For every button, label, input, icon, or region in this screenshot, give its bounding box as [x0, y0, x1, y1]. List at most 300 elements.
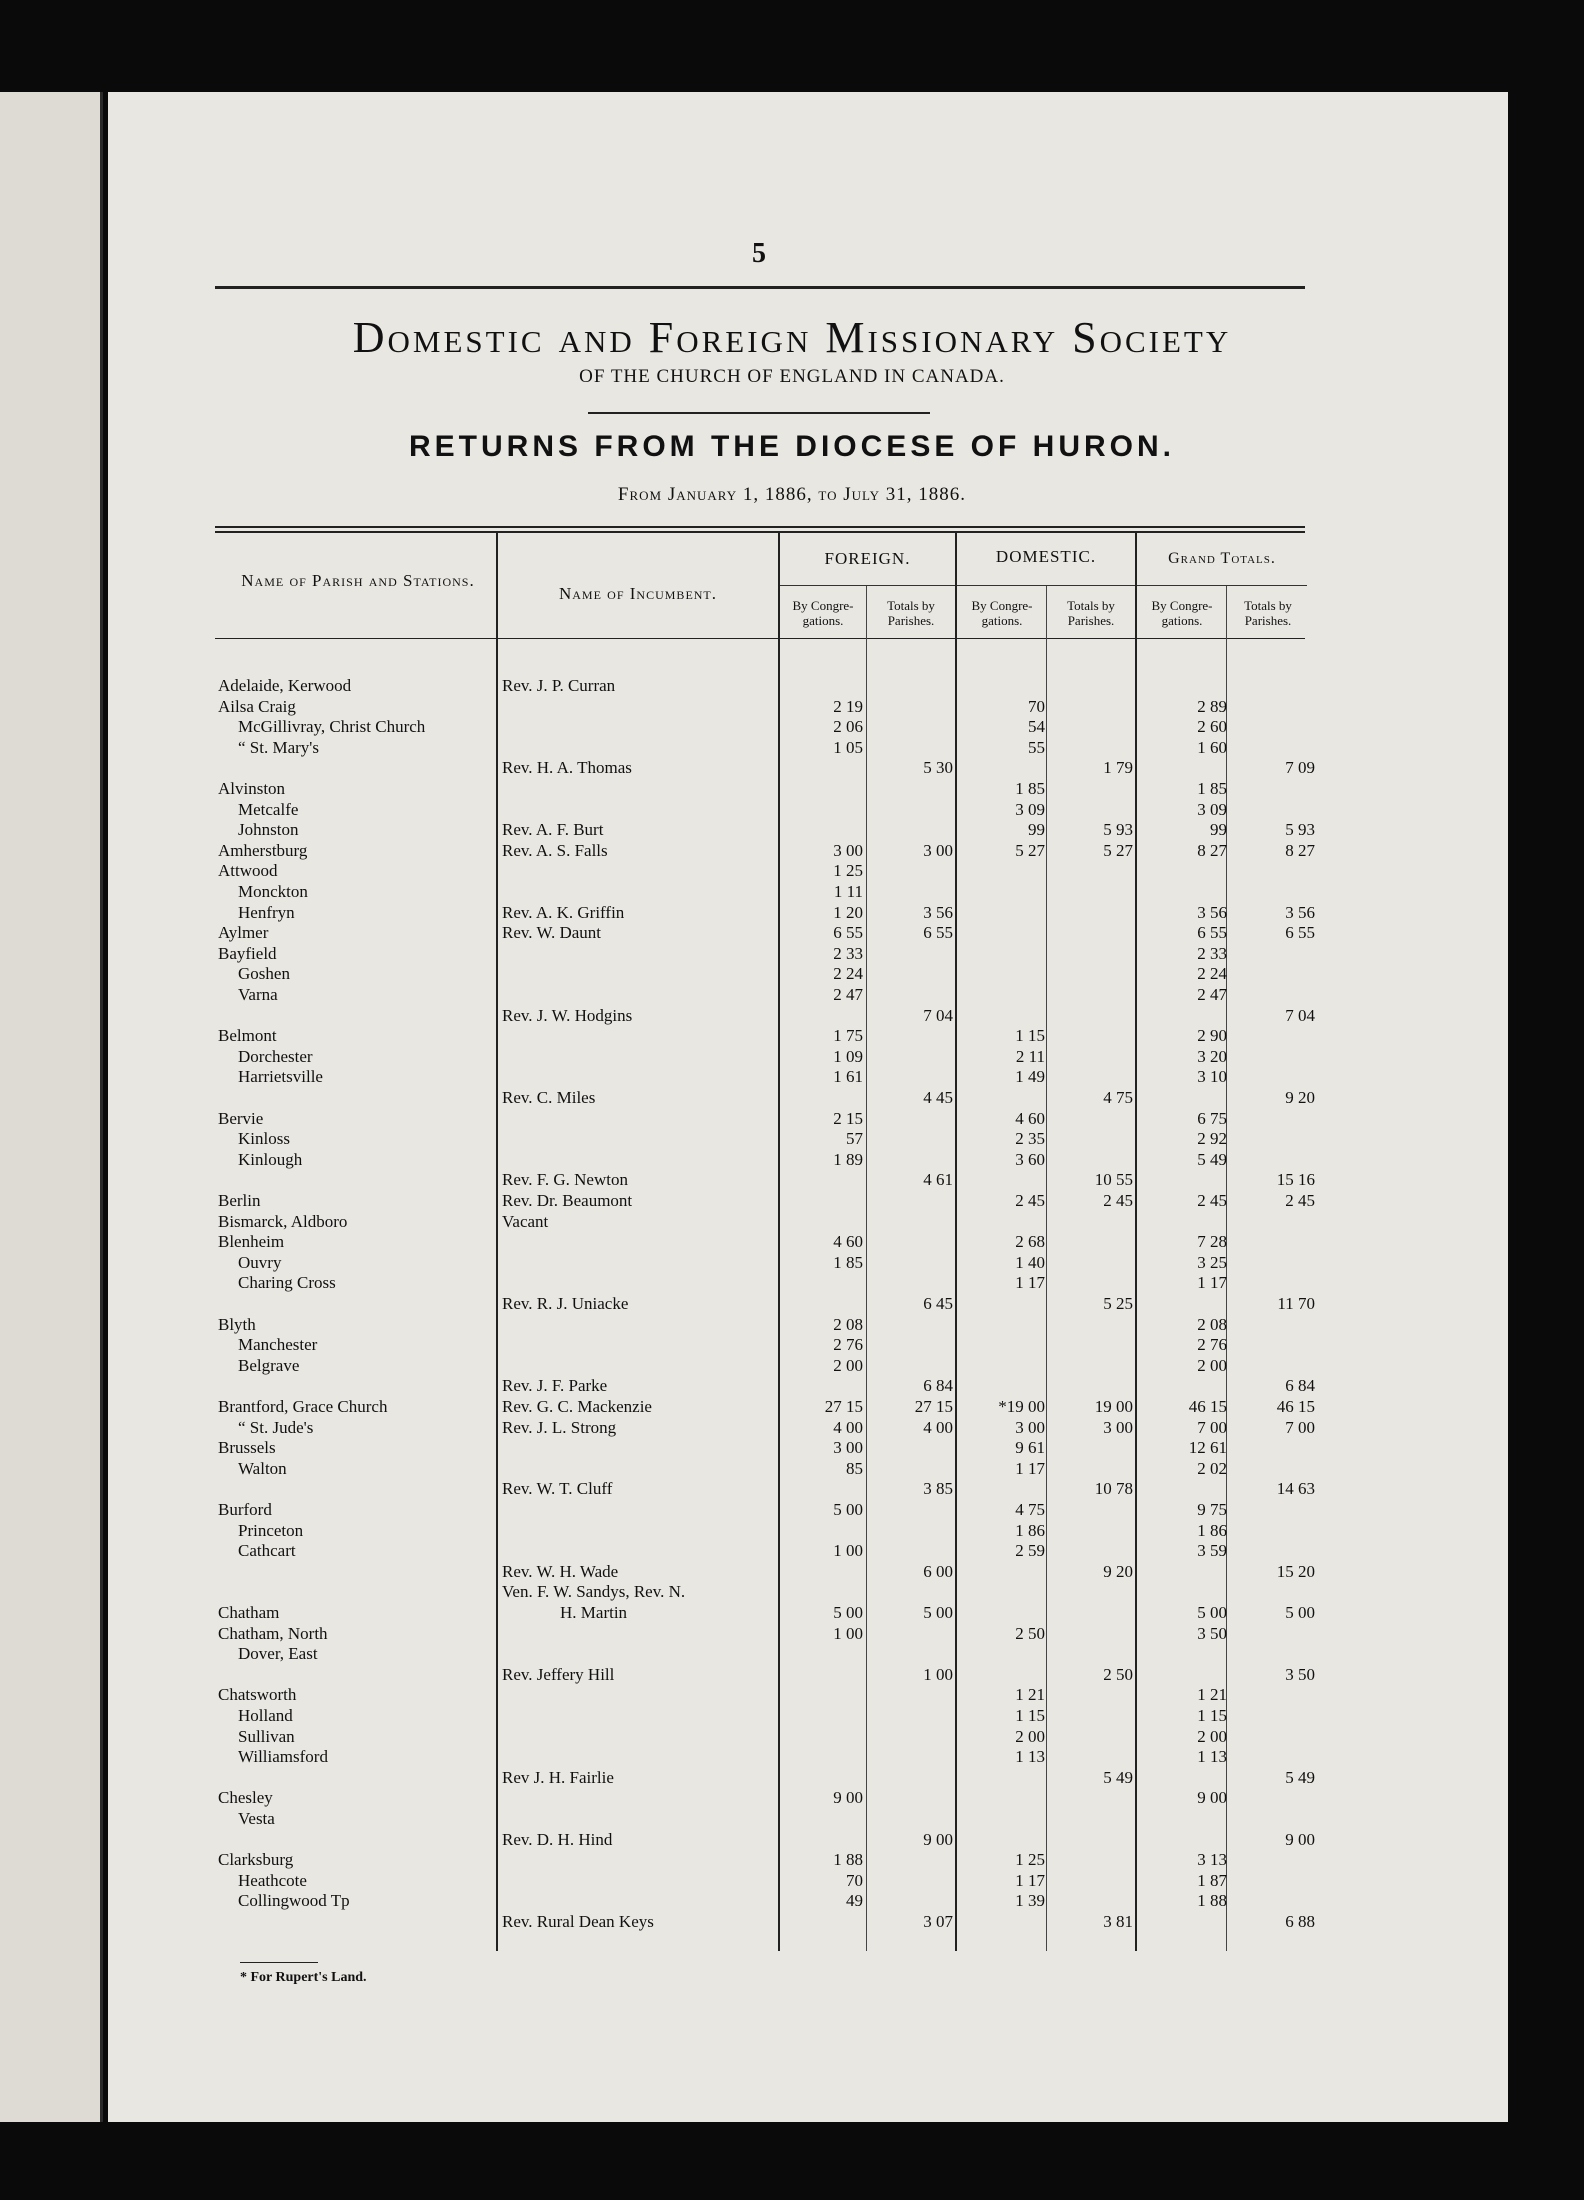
table-row — [0, 1191, 1584, 1211]
amount-d1: 2 45 — [1015, 1191, 1045, 1210]
table-row — [0, 1479, 1584, 1499]
page-number: 5 — [752, 238, 766, 269]
amount-g1: 2 00 — [1197, 1726, 1227, 1746]
amount-d1: 1 21 — [1015, 1685, 1045, 1705]
amount-g1: 3 56 — [1197, 902, 1227, 922]
table-row — [0, 1706, 1584, 1726]
amount-f1: 1 61 — [833, 1067, 863, 1087]
table-row — [0, 1809, 1584, 1829]
amount-g1: 9 00 — [1197, 1788, 1227, 1808]
amount-g1: 3 13 — [1197, 1850, 1227, 1870]
amount-g1: 2 08 — [1197, 1314, 1227, 1334]
amount-d1: 2 59 — [1015, 1541, 1045, 1561]
parish-name: Chatham — [218, 1603, 280, 1622]
amount-f1: 2 00 — [833, 1355, 863, 1375]
amount-g2: 9 20 — [1285, 1088, 1315, 1107]
amount-d1: 2 35 — [1015, 1129, 1045, 1149]
amount-d1: 3 00 — [1015, 1417, 1045, 1437]
parish-name: Varna — [238, 985, 278, 1004]
amount-g2: 9 00 — [1285, 1829, 1315, 1849]
parish-name: “ St. Jude's — [238, 1417, 314, 1437]
parish-name: Chatham, North — [218, 1623, 328, 1643]
incumbent-name: Rev. J. F. Parke — [502, 1376, 608, 1396]
table-row — [0, 985, 1584, 1005]
incumbent-name: Rev. A. F. Burt — [502, 820, 604, 840]
parish-name: Alvinston — [218, 779, 286, 798]
parish-name: Clarksburg — [218, 1850, 294, 1870]
amount-d2: 19 00 — [1094, 1397, 1133, 1416]
parish-name: Dorchester — [238, 1046, 313, 1066]
incumbent-name: Rev. A. S. Falls — [502, 840, 608, 860]
amount-g1: 7 00 — [1197, 1417, 1227, 1437]
amount-f2: 4 61 — [923, 1170, 953, 1190]
amount-g1: 3 25 — [1197, 1252, 1227, 1272]
amount-d1: 99 — [1028, 820, 1045, 840]
amount-g1: 46 15 — [1188, 1397, 1227, 1416]
parish-name: Attwood — [218, 861, 278, 881]
amount-g1: 2 76 — [1197, 1335, 1227, 1355]
table-row — [0, 1335, 1584, 1355]
amount-d2: 10 55 — [1094, 1170, 1133, 1190]
incumbent-name: Rev. G. C. Mackenzie — [502, 1397, 652, 1416]
table-row — [0, 779, 1584, 799]
amount-g1: 8 27 — [1197, 840, 1227, 860]
table-row — [0, 1129, 1584, 1149]
amount-g1: 2 00 — [1197, 1355, 1227, 1375]
table-row — [0, 1665, 1584, 1685]
parish-name: Chatsworth — [218, 1685, 297, 1705]
incumbent-name: Rev. Dr. Beaumont — [502, 1191, 633, 1210]
header-grand-by-cong: By Congre-gations. — [1151, 598, 1213, 628]
amount-d2: 10 78 — [1094, 1479, 1133, 1499]
amount-f1: 2 19 — [833, 696, 863, 716]
amount-g1: 2 45 — [1197, 1191, 1227, 1210]
table-row — [0, 1459, 1584, 1479]
amount-d2: 2 50 — [1103, 1664, 1133, 1684]
amount-f1: 3 00 — [833, 840, 863, 860]
table-row — [0, 717, 1584, 737]
amount-g1: 1 85 — [1197, 779, 1227, 798]
amount-g2: 5 00 — [1285, 1603, 1315, 1622]
returns-heading: RETURNS FROM THE DIOCESE OF HURON. — [408, 430, 1175, 463]
header-foreign-by-cong: By Congre-gations. — [792, 598, 854, 628]
table-row — [0, 820, 1584, 840]
table-row — [0, 1562, 1584, 1582]
parish-name: Belmont — [218, 1026, 277, 1046]
amount-f1: 27 15 — [824, 1397, 863, 1416]
parish-name: Heathcote — [238, 1870, 307, 1890]
header-parish: Name of Parish and Stations. — [241, 571, 475, 590]
parish-name: Charing Cross — [238, 1273, 336, 1293]
amount-d2: 3 81 — [1103, 1912, 1133, 1931]
amount-d1: 1 25 — [1015, 1850, 1045, 1870]
amount-g1: 1 21 — [1197, 1685, 1227, 1705]
table-row — [0, 1500, 1584, 1520]
amount-g2: 6 84 — [1285, 1376, 1315, 1396]
amount-d2: 4 75 — [1103, 1088, 1133, 1107]
amount-g2: 3 56 — [1285, 902, 1315, 922]
amount-d1: 1 40 — [1015, 1252, 1045, 1272]
table-row — [0, 1541, 1584, 1561]
table-row — [0, 1582, 1584, 1602]
table-row — [0, 1912, 1584, 1932]
amount-d2: 5 49 — [1103, 1767, 1133, 1787]
table-row — [0, 1397, 1584, 1417]
amount-d2: 1 79 — [1103, 758, 1133, 778]
parish-name: Williamsford — [238, 1747, 328, 1767]
table-row — [0, 1356, 1584, 1376]
table-top-rule-2 — [215, 531, 1305, 533]
footnote-rule — [240, 1962, 318, 1963]
amount-g2: 14 63 — [1276, 1479, 1315, 1499]
parish-name: Burford — [218, 1500, 272, 1519]
amount-g1: 2 89 — [1197, 696, 1227, 716]
parish-name: Belgrave — [238, 1355, 300, 1375]
amount-d1: 2 68 — [1015, 1232, 1045, 1252]
amount-g2: 6 55 — [1285, 923, 1315, 943]
amount-g1: 3 20 — [1197, 1046, 1227, 1066]
table-row — [0, 1253, 1584, 1273]
amount-d1: 54 — [1028, 717, 1045, 737]
table-row — [0, 861, 1584, 881]
amount-d1: 2 11 — [1015, 1046, 1045, 1066]
amount-g2: 15 20 — [1276, 1561, 1315, 1581]
incumbent-name: Rev. F. G. Newton — [502, 1170, 628, 1190]
table-row — [0, 1830, 1584, 1850]
amount-f2: 27 15 — [914, 1397, 953, 1416]
incumbent-name: Rev. W. H. Wade — [502, 1561, 619, 1581]
table-row — [0, 1644, 1584, 1664]
amount-g1: 6 75 — [1197, 1108, 1227, 1128]
amount-d1: 1 39 — [1015, 1891, 1045, 1911]
parish-name: Vesta — [238, 1809, 275, 1828]
amount-g2: 6 88 — [1285, 1912, 1315, 1931]
amount-d2: 5 93 — [1103, 820, 1133, 840]
amount-f2: 3 56 — [923, 902, 953, 922]
amount-f1: 2 15 — [833, 1108, 863, 1128]
amount-d1: 1 17 — [1015, 1458, 1045, 1478]
amount-g1: 2 92 — [1197, 1129, 1227, 1149]
table-row — [0, 1747, 1584, 1767]
table-top-rule — [215, 526, 1305, 528]
table-row — [0, 800, 1584, 820]
incumbent-name: Rev. J. P. Curran — [502, 676, 616, 695]
table-row — [0, 1088, 1584, 1108]
amount-g1: 1 15 — [1197, 1706, 1227, 1725]
amount-g1: 5 49 — [1197, 1149, 1227, 1169]
parish-name: Dover, East — [238, 1644, 318, 1664]
amount-g1: 2 33 — [1197, 943, 1227, 963]
grand-subrule — [1137, 585, 1307, 586]
amount-g1: 12 61 — [1188, 1438, 1227, 1458]
parish-name: McGillivray, Christ Church — [238, 717, 426, 737]
amount-f2: 1 00 — [923, 1664, 953, 1684]
amount-d1: 9 61 — [1015, 1438, 1045, 1458]
header-foreign-totals: Totals by Parishes. — [887, 598, 935, 628]
incumbent-name: Rev J. H. Fairlie — [502, 1767, 614, 1787]
amount-d1: 55 — [1028, 737, 1045, 757]
amount-f1: 1 75 — [833, 1026, 863, 1046]
amount-d1: 1 15 — [1015, 1026, 1045, 1046]
parish-name: Chesley — [218, 1788, 273, 1808]
amount-g2: 8 27 — [1285, 840, 1315, 860]
parish-name: Metcalfe — [238, 799, 299, 819]
amount-g1: 1 87 — [1197, 1870, 1227, 1890]
table-row — [0, 1109, 1584, 1129]
table-row — [0, 1768, 1584, 1788]
table-row — [0, 1521, 1584, 1541]
amount-g2: 5 93 — [1285, 820, 1315, 840]
amount-g1: 2 90 — [1197, 1026, 1227, 1046]
amount-f1: 49 — [846, 1891, 863, 1911]
amount-d1: 4 75 — [1015, 1500, 1045, 1519]
incumbent-name: Rev. W. T. Cluff — [502, 1479, 613, 1499]
date-range: From January 1, 1886, to July 31, 1886. — [617, 484, 967, 505]
amount-d1: 2 00 — [1015, 1726, 1045, 1746]
parish-name: Bayfield — [218, 943, 277, 963]
amount-d1: 5 27 — [1015, 840, 1045, 860]
header-domestic-by-cong: By Congre-gations. — [971, 598, 1033, 628]
table-row — [0, 1891, 1584, 1911]
table-row — [0, 1212, 1584, 1232]
table-row — [0, 1150, 1584, 1170]
amount-f1: 1 09 — [833, 1046, 863, 1066]
amount-g2: 5 49 — [1285, 1767, 1315, 1787]
amount-f1: 5 00 — [833, 1603, 863, 1622]
amount-g1: 3 09 — [1197, 799, 1227, 819]
amount-f1: 1 88 — [833, 1850, 863, 1870]
amount-d1: 1 86 — [1015, 1520, 1045, 1540]
amount-d2: 9 20 — [1103, 1561, 1133, 1581]
amount-f1: 85 — [846, 1458, 863, 1478]
incumbent-name: Rev. W. Daunt — [502, 923, 602, 943]
amount-f1: 9 00 — [833, 1788, 863, 1808]
amount-g1: 7 28 — [1197, 1232, 1227, 1252]
title-divider — [588, 412, 930, 414]
incumbent-name: Rev. D. H. Hind — [502, 1829, 613, 1849]
page-subtitle: OF THE CHURCH OF ENGLAND IN CANADA. — [579, 366, 1005, 387]
table-row — [0, 1727, 1584, 1747]
table-row — [0, 738, 1584, 758]
amount-f1: 6 55 — [833, 923, 863, 943]
page-title: Domestic and Foreign Missionary Society — [352, 313, 1232, 362]
table-row — [0, 1294, 1584, 1314]
amount-d2: 2 45 — [1103, 1191, 1133, 1210]
parish-name: Holland — [238, 1706, 293, 1725]
table-row — [0, 882, 1584, 902]
amount-g1: 1 86 — [1197, 1520, 1227, 1540]
header-foreign: FOREIGN. — [824, 549, 911, 568]
amount-d1: *19 00 — [998, 1397, 1045, 1416]
parish-name: Manchester — [238, 1335, 318, 1355]
amount-g1: 1 88 — [1197, 1891, 1227, 1911]
table-row — [0, 1438, 1584, 1458]
parish-name: Kinlough — [238, 1149, 303, 1169]
table-row — [0, 1871, 1584, 1891]
header-domestic-totals: Totals by Parishes. — [1067, 598, 1115, 628]
amount-g1: 2 47 — [1197, 985, 1227, 1004]
footnote: * For Rupert's Land. — [240, 1970, 367, 1985]
amount-g1: 99 — [1210, 820, 1227, 840]
amount-f1: 1 20 — [833, 902, 863, 922]
table-row — [0, 1067, 1584, 1087]
amount-d2: 5 25 — [1103, 1294, 1133, 1313]
amount-f2: 3 85 — [923, 1479, 953, 1499]
table-row — [0, 1850, 1584, 1870]
amount-f2: 6 00 — [923, 1561, 953, 1581]
parish-name: Johnston — [238, 820, 299, 840]
header-grand-totals-parishes: Totals by Parishes. — [1244, 598, 1292, 628]
amount-f1: 4 00 — [833, 1417, 863, 1437]
table-row — [0, 903, 1584, 923]
amount-f1: 1 89 — [833, 1149, 863, 1169]
amount-f2: 6 55 — [923, 923, 953, 943]
amount-f1: 1 11 — [833, 882, 863, 901]
amount-f1: 2 08 — [833, 1314, 863, 1334]
table-row — [0, 1232, 1584, 1252]
parish-name: Aylmer — [218, 923, 269, 943]
amount-f2: 6 84 — [923, 1376, 953, 1396]
amount-d1: 3 60 — [1015, 1149, 1045, 1169]
amount-g2: 7 09 — [1285, 758, 1315, 778]
parish-name: Brantford, Grace Church — [218, 1397, 388, 1416]
amount-g2: 15 16 — [1276, 1170, 1315, 1190]
amount-g1: 3 59 — [1197, 1541, 1227, 1561]
table-row — [0, 758, 1584, 778]
parish-name: Brussels — [218, 1438, 276, 1458]
parish-name: Collingwood Tp — [238, 1891, 350, 1911]
amount-f1: 2 33 — [833, 943, 863, 963]
table-row — [0, 1315, 1584, 1335]
incumbent-name: Rev. J. W. Hodgins — [502, 1005, 633, 1025]
amount-f1: 5 00 — [833, 1500, 863, 1519]
amount-g1: 3 50 — [1197, 1623, 1227, 1643]
table-row — [0, 1418, 1584, 1438]
amount-d2: 5 27 — [1103, 840, 1133, 860]
amount-f2: 7 04 — [923, 1005, 953, 1025]
table-row — [0, 676, 1584, 696]
domestic-subrule — [957, 585, 1135, 586]
incumbent-name: Rev. R. J. Uniacke — [502, 1294, 629, 1313]
parish-name: Princeton — [238, 1520, 304, 1540]
amount-g2: 7 04 — [1285, 1005, 1315, 1025]
incumbent-name: Rev. Jeffery Hill — [502, 1664, 615, 1684]
amount-f1: 70 — [846, 1870, 863, 1890]
amount-d1: 4 60 — [1015, 1108, 1045, 1128]
amount-g1: 9 75 — [1197, 1500, 1227, 1519]
parish-name: Sullivan — [238, 1726, 295, 1746]
table-row — [0, 1624, 1584, 1644]
amount-f1: 4 60 — [833, 1232, 863, 1252]
incumbent-name: Rev. H. A. Thomas — [502, 758, 632, 778]
header-domestic: DOMESTIC. — [995, 547, 1097, 566]
amount-f1: 1 00 — [833, 1541, 863, 1561]
table-row — [0, 1047, 1584, 1067]
amount-g1: 3 10 — [1197, 1067, 1227, 1087]
parish-name: Berlin — [218, 1191, 261, 1210]
top-rule — [215, 286, 1305, 289]
amount-f2: 4 00 — [923, 1417, 953, 1437]
parish-name: Ailsa Craig — [218, 696, 296, 716]
incumbent-name: Rev. A. K. Griffin — [502, 902, 625, 922]
amount-f1: 2 24 — [833, 964, 863, 984]
table-row — [0, 923, 1584, 943]
table-row — [0, 944, 1584, 964]
parish-name: Goshen — [238, 964, 290, 984]
parish-name: Walton — [238, 1458, 287, 1478]
amount-f1: 2 76 — [833, 1335, 863, 1355]
amount-g1: 6 55 — [1197, 923, 1227, 943]
table-row — [0, 1170, 1584, 1190]
amount-f1: 2 47 — [833, 985, 863, 1004]
table-row — [0, 1006, 1584, 1026]
amount-f2: 3 07 — [923, 1912, 953, 1931]
amount-g2: 7 00 — [1285, 1417, 1315, 1437]
parish-name: “ St. Mary's — [238, 737, 319, 757]
amount-d1: 1 15 — [1015, 1706, 1045, 1725]
amount-f1: 2 06 — [833, 717, 863, 737]
parish-name: Kinloss — [238, 1129, 290, 1149]
amount-d1: 1 17 — [1015, 1273, 1045, 1293]
amount-g1: 2 02 — [1197, 1458, 1227, 1478]
header-incumbent: Name of Incumbent. — [558, 584, 718, 603]
amount-f1: 57 — [846, 1129, 863, 1149]
header-bottom-rule — [215, 638, 1305, 639]
parish-name: Monckton — [238, 882, 308, 901]
amount-g1: 1 60 — [1197, 737, 1227, 757]
amount-g1: 2 60 — [1197, 717, 1227, 737]
parish-name: Blenheim — [218, 1232, 285, 1252]
amount-g2: 46 15 — [1276, 1397, 1315, 1416]
amount-f2: 6 45 — [923, 1294, 953, 1313]
foreign-subrule — [780, 585, 955, 586]
parish-name: Adelaide, Kerwood — [218, 676, 352, 695]
amount-g1: 2 24 — [1197, 964, 1227, 984]
incumbent-name: Rev. J. L. Strong — [502, 1417, 617, 1437]
amount-d2: 3 00 — [1103, 1417, 1133, 1437]
amount-f1: 3 00 — [833, 1438, 863, 1458]
amount-f2: 4 45 — [923, 1088, 953, 1107]
amount-d1: 70 — [1028, 696, 1045, 716]
incumbent-name: Rev. C. Miles — [502, 1088, 596, 1107]
amount-g2: 3 50 — [1285, 1664, 1315, 1684]
amount-f1: 1 85 — [833, 1252, 863, 1272]
table-row — [0, 1273, 1584, 1293]
amount-f1: 1 05 — [833, 737, 863, 757]
amount-f1: 1 25 — [833, 861, 863, 881]
table-row — [0, 1026, 1584, 1046]
parish-name: Ouvry — [238, 1252, 282, 1272]
amount-f2: 3 00 — [923, 840, 953, 860]
amount-g1: 1 17 — [1197, 1273, 1227, 1293]
amount-d1: 1 17 — [1015, 1870, 1045, 1890]
incumbent-name: H. Martin — [560, 1603, 628, 1622]
parish-name: Amherstburg — [218, 840, 308, 860]
table-row — [0, 1685, 1584, 1705]
amount-d1: 1 85 — [1015, 779, 1045, 798]
amount-g1: 5 00 — [1197, 1603, 1227, 1622]
parish-name: Henfryn — [238, 902, 295, 922]
parish-name: Blyth — [218, 1314, 256, 1334]
amount-d1: 3 09 — [1015, 799, 1045, 819]
amount-g2: 11 70 — [1277, 1294, 1315, 1313]
amount-f1: 1 00 — [833, 1623, 863, 1643]
incumbent-name: Ven. F. W. Sandys, Rev. N. — [502, 1582, 686, 1602]
amount-d1: 1 49 — [1015, 1067, 1045, 1087]
parish-name: Cathcart — [238, 1541, 296, 1561]
amount-f2: 5 30 — [923, 758, 953, 778]
table-row — [0, 697, 1584, 717]
